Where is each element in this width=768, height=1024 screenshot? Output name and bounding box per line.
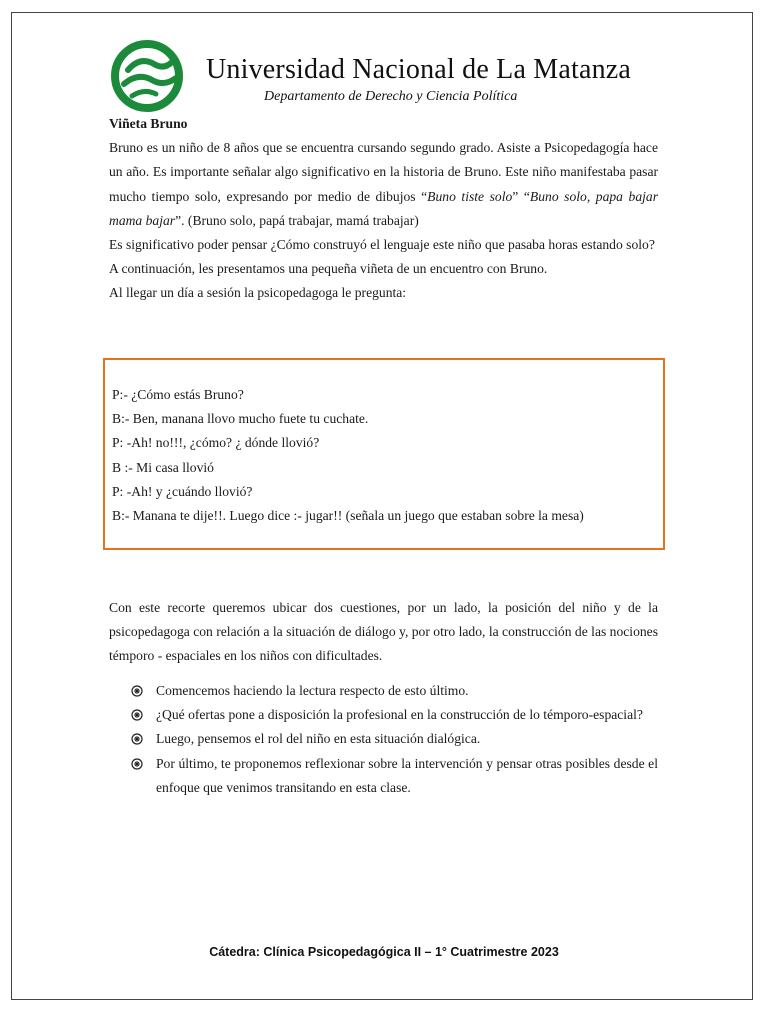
analysis-paragraph: Con este recorte queremos ubicar dos cuestiones, por un lado, la posición del niño y de la psicopedagoga con relación a la situación de diálogo y, por otro lado, la construcción de las nociones témporo - espaciales en los niños con dificultades. xyxy=(109,600,658,664)
dialogue-line: B:- Manana te dije!!. Luego dice :- jugar!! (señala un juego que estaban sobre la mesa) xyxy=(112,508,584,524)
paragraph-text: ”. (Bruno solo, papá trabajar, mamá trabajar) xyxy=(175,212,419,228)
list-item xyxy=(109,679,658,703)
university-name: Universidad Nacional de La Matanza xyxy=(206,54,632,85)
list-item-text: Comencemos haciendo la lectura respecto de esto último. xyxy=(156,683,469,698)
dialogue-box xyxy=(103,358,665,550)
bullet-icon xyxy=(131,733,143,745)
list-item-text: ¿Qué ofertas pone a disposición la profesional en la construcción de lo témporo-espacial? xyxy=(156,707,643,723)
university-logo xyxy=(110,40,188,112)
page-footer: Cátedra: Clínica Psicopedagógica II – 1° Cuatrimestre 2023 xyxy=(209,945,559,959)
paragraph-question: Es significativo poder pensar ¿Cómo construyó el lenguaje este niño que pasaba horas estando solo? xyxy=(109,237,655,253)
quote-separator: ” “ xyxy=(512,188,530,204)
department-name: Departamento de Derecho y Ciencia Política xyxy=(264,89,518,104)
list-item-text: Por último, te proponemos reflexionar sobre la intervención y pensar otras posibles desde el enfoque que venimos transitando en esta clase. xyxy=(156,755,658,795)
bullet-icon xyxy=(131,758,143,770)
document-header xyxy=(110,40,670,110)
paragraph-intro-vignette: A continuación, les presentamos una pequeña viñeta de un encuentro con Bruno. xyxy=(109,261,548,277)
list-item-text: Luego, pensemos el rol del niño en esta situación dialógica. xyxy=(156,731,481,747)
list-item xyxy=(109,752,658,800)
child-quote-1: Buno tiste solo xyxy=(427,188,513,204)
paragraph-session-intro: Al llegar un día a sesión la psicopedagoga le pregunta: xyxy=(109,285,407,301)
dialogue-line: B :- Mi casa llovió xyxy=(112,459,214,475)
dialogue-line: P: -Ah! no!!!, ¿cómo? ¿ dónde llovió? xyxy=(112,435,320,451)
bullet-icon xyxy=(131,685,143,697)
paragraph-case-description xyxy=(109,136,658,233)
intro-section xyxy=(109,112,658,306)
list-item xyxy=(109,703,658,727)
list-item xyxy=(109,727,658,751)
paragraph-text: Bruno es un niño de 8 años que se encuentra cursando segundo grado. Asiste a Psicopedagogía hace un año. Es importante señalar algo significativo en la historia de Bruno. Este niño manifestaba pasar mucho tiempo solo, expresando por medio de dibujos “ xyxy=(109,140,658,204)
section-title: Viñeta Bruno xyxy=(109,116,188,131)
dialogue-line: P: -Ah! y ¿cuándo llovió? xyxy=(112,483,253,499)
bullet-icon xyxy=(131,709,143,721)
dialogue-line: P:- ¿Cómo estás Bruno? xyxy=(112,387,244,402)
dialogue-line: B:- Ben, manana llovo mucho fuete tu cuchate. xyxy=(112,411,369,427)
question-list xyxy=(109,679,658,800)
child-quote-2: Buno solo, papa bajar mama bajar xyxy=(109,188,658,228)
